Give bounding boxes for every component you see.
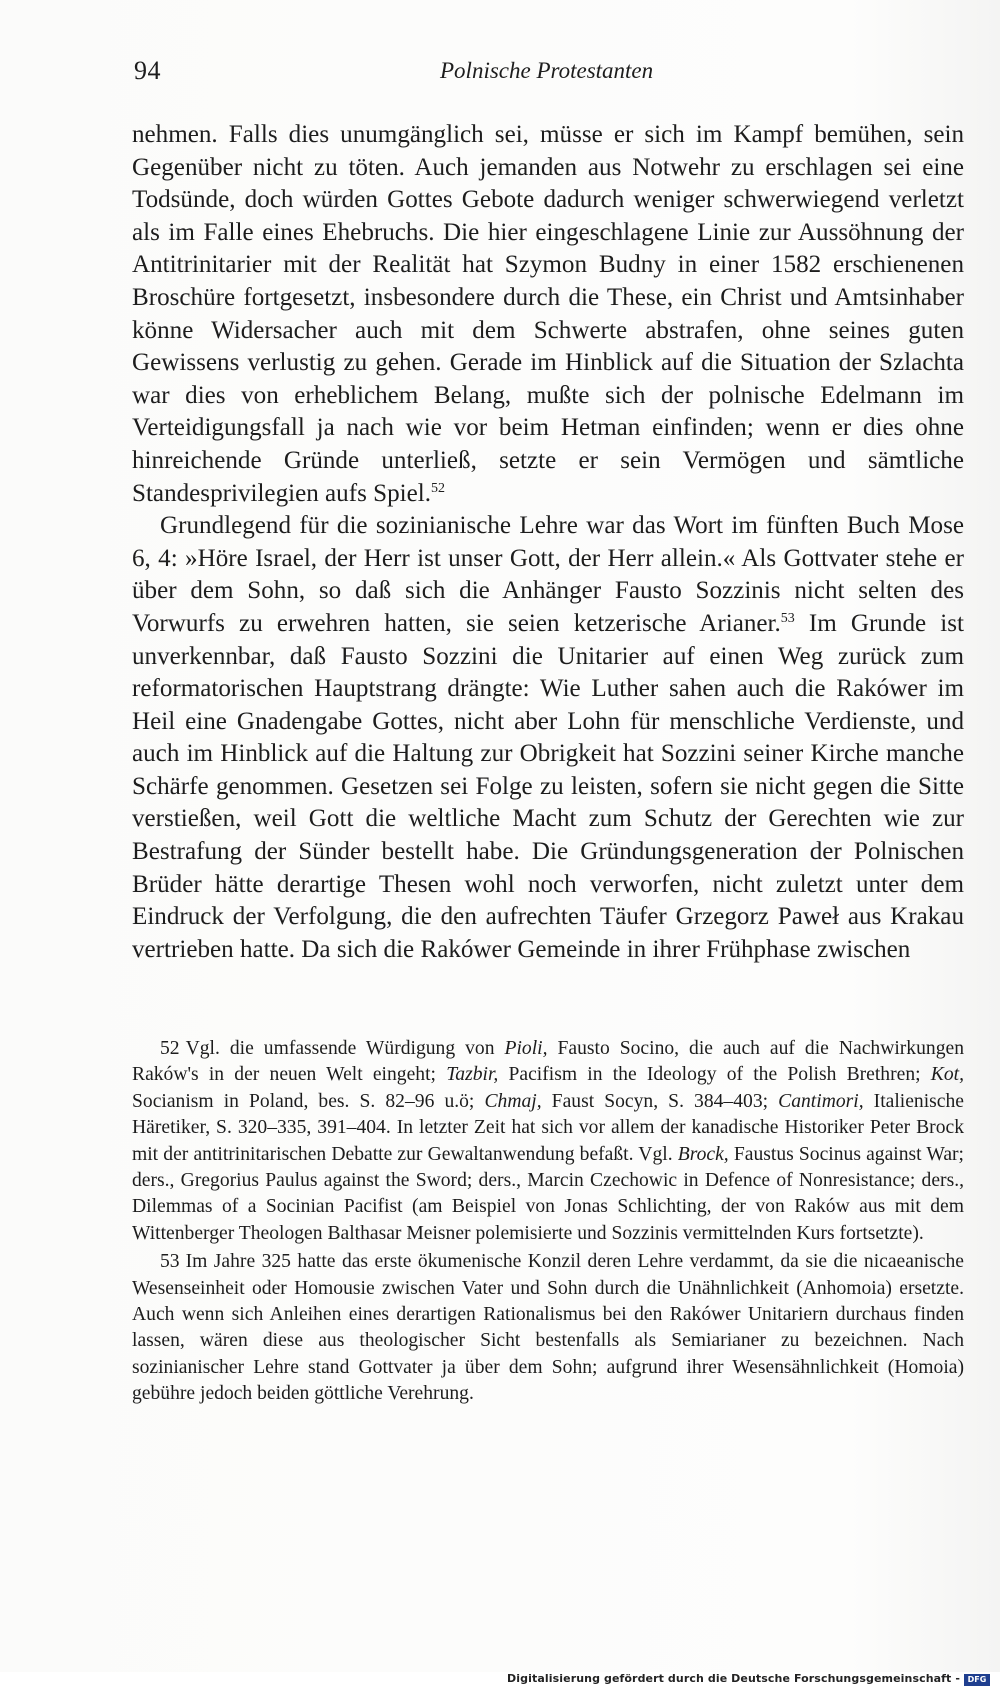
digitization-footer [0,1672,1000,1689]
paragraph-2 [132,510,964,966]
running-title: Polnische Protestanten [440,58,654,83]
footnote-53 [132,1249,964,1407]
author-name: Cantimori, [778,1090,864,1112]
paragraph-1 [132,119,964,510]
page-number: 94 [134,56,161,85]
author-name: Chmaj, [484,1090,542,1112]
footnotes [132,1036,964,1410]
footnote-ref-52[interactable]: 52 [430,480,445,496]
footnote-text: Italienische Häretiker, S. 320–335, 391–404. In letzter Zeit hat sich vor allem der kanadische Historiker Peter Brock mit der antitrinitarischen Debatte zur Gewaltanwendung befaßt. Vgl. [132,1090,964,1165]
footnote-text: Socianism in Poland, bes. S. 82–96 u.ö; [132,1090,485,1112]
page-header [134,56,964,96]
footnote-text: Faust Socyn, S. 384–403; [541,1090,779,1112]
author-name: Pioli, [504,1038,548,1059]
author-name: Brock, [677,1143,729,1165]
footnote-number: 52 [160,1038,180,1059]
main-text [132,119,964,966]
footnote-text: Pacifism in the Ideology of the Polish Brethren; [498,1064,931,1086]
footnote-text: Faustus Socinus against War; ders., Gregorius Paulus against the Sword; ders., Marcin Czechowic in Defence of Nonresistance; ders., Dilemmas of a Socinian Pacifist (am Beispiel von Jonas Schlichting, der von Raków aus mit dem Wittenberger Theologen Balthasar Meisner polemisierte und Sozzinis vermittelnden Kurs fortsetzte). [132,1143,964,1244]
footnote-text: Vgl. die umfassende Würdigung von [185,1038,505,1059]
dfg-logo: DFG [964,1674,990,1686]
paragraph-1-text: nehmen. Falls dies unumgänglich sei, müsse er sich im Kampf bemühen, sein Gegenüber nicht zu töten. Auch jemanden aus Notwehr zu erschlagen sei eine Todsünde, doch würden Gottes Gebote dadurch weniger schwerwiegend verletzt als im Falle eines Ehebruchs. Die hier eingeschlagene Linie zur Aussöhnung der Antitrinitarier mit der Realität hat Szymon Budny in einer 1582 erschienenen Broschüre fortgesetzt, insbesondere durch die These, ein Christ und Amtsinhaber könne Widersacher auch mit dem Schwerte abstrafen, ohne seines guten Gewissens verlustig zu gehen. Gerade im Hinblick auf die Situation der Szlachta war dies von erheblichem Belang, mußte sich der polnische Edelmann im Verteidigungsfall ja nach wie vor beim Hetman einfinden; wenn er dies ohne hinreichende Gründe unterließ, setzte er sein Vermögen und sämtliche Standesprivilegien aufs Spiel. [132,121,964,507]
author-name: Kot, [930,1064,964,1086]
author-name: Tazbir, [446,1064,499,1086]
footnote-ref-53[interactable]: 53 [780,610,795,626]
footnote-number: 53 [160,1251,180,1273]
digitization-note: Digitalisierung gefördert durch die Deutsche Forschungsgemeinschaft - [507,1672,960,1685]
footnote-52 [132,1036,964,1247]
footnote-text: Fausto Socino, die auch auf die Nachwirkungen Raków's in der neuen Welt eingeht; [132,1038,964,1086]
footnote-text: Im Jahre 325 hatte das erste ökumenische Konzil deren Lehre verdammt, da sie die nicaeanische Wesenseinheit oder Homousie zwischen Vater und Sohn durch die Unähnlichkeit (Anhomoia) ersetzte. Auch wenn sich Anleihen eines derartigen Rationalismus bei den Rakówer Unitariern durchaus finden lassen, wären diese aus theologischer Sicht bestenfalls als Semiarianer zu bezeichnen. Nach sozinianischer Lehre stand Gottvater ja über dem Sohn; aufgrund ihrer Wesensähnlichkeit (Homoia) gebühre jedoch beiden göttliche Verehrung. [132,1251,964,1405]
paragraph-2-text-b: Im Grunde ist unverkennbar, daß Fausto Sozzini die Unitarier auf einen Weg zurück zum reformatorischen Hauptstrang drängte: Wie Luther sahen auch die Rakówer im Heil eine Gnadengabe Gottes, nicht aber Lohn für menschliche Verdienste, und auch im Hinblick auf die Haltung zur Obrigkeit hat Sozzini seiner Kirche manche Schärfe genommen. Gesetzen sei Folge zu leisten, sofern sie nicht gegen die Sitte verstießen, weil Gott die weltliche Macht zum Schutz der Gerechten wie zur Bestrafung der Sünder bestellt habe. Die Gründungsgeneration der Polnischen Brüder hätte derartige Thesen wohl noch verworfen, nicht zuletzt unter dem Eindruck der Verfolgung, die den aufrechten Täufer Grzegorz Paweł aus Krakau vertrieben hatte. Da sich die Rakówer Gemeinde in ihrer Frühphase zwischen [132,609,964,963]
paragraph-2-text-a: Grundlegend für die sozinianische Lehre war das Wort im fünften Buch Mose 6, 4: »Höre Israel, der Herr ist unser Gott, der Herr allein.« Als Gottvater stehe er über dem Sohn, so daß sich die Anhänger Fausto Sozzinis nicht selten des Vorwurfs zu erwehren hatten, sie seien ketzerische Arianer. [132,512,964,637]
